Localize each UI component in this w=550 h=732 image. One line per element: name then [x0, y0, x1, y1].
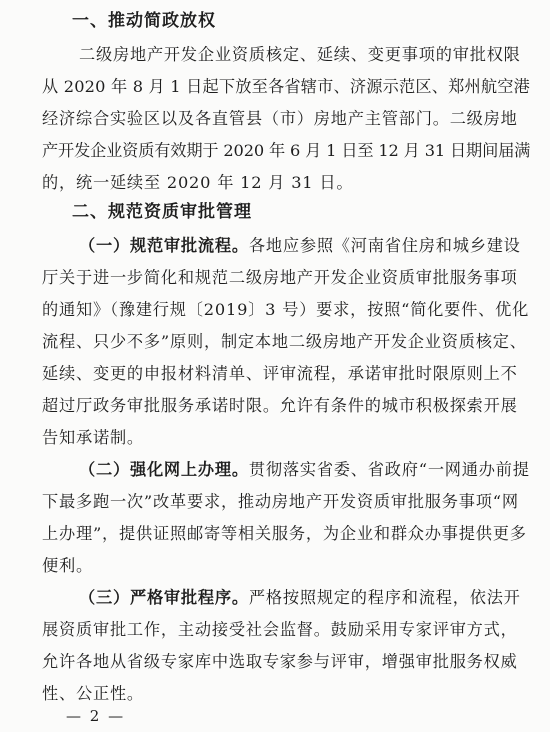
subsection-title: （三）严格审批程序。: [79, 588, 249, 607]
paragraph-line: [79, 456, 530, 480]
paragraph-line: 允许各地从省级专家库中选取专家参与评审，增强审批服务权威: [42, 652, 518, 671]
subsection-title: （一）规范审批流程。: [79, 236, 249, 255]
paragraph-line: 从 2020 年 8 月 1 日起下放至各省辖市、济源示范区、郑州航空港: [42, 77, 530, 96]
paragraph-line: 下最多跑一次”改革要求，推动房地产开发资质审批服务事项“网: [42, 492, 519, 511]
section-heading-2: 二、规范资质审批管理: [72, 202, 252, 222]
paragraph-line: 厅关于进一步简化和规范二级房地产开发企业资质审批服务事项: [42, 268, 518, 287]
paragraph-line: [79, 584, 521, 608]
paragraph-line: 性、公正性。: [42, 684, 144, 703]
paragraph-line: 的，统一延续至 2020 年 12 月 31 日。: [42, 173, 354, 192]
paragraph-line: 展资质审批工作，主动接受社会监督。鼓励采用专家评审方式，: [42, 620, 518, 639]
paragraph-line: 上办理”，提供证照邮寄等相关服务，为企业和群众办事提供更多: [42, 524, 527, 543]
section-heading-1: 一、推动简政放权: [72, 11, 216, 31]
paragraph-line: 告知承诺制。: [42, 428, 144, 447]
subsection-title: （二）强化网上办理。: [79, 460, 249, 479]
paragraph-line: 便利。: [42, 556, 93, 575]
paragraph-line: [79, 232, 521, 256]
paragraph-line: 超过厅政务审批服务承诺时限。允许有条件的城市积极探索开展: [42, 396, 518, 415]
paragraph-text: 各地应参照《河南省住房和城乡建设: [248, 236, 521, 255]
paragraph-text: 贯彻落实省委、省政府“一网通办前提: [248, 460, 530, 479]
paragraph-line: 流程、只少不多”原则，制定本地二级房地产开发企业资质核定、: [42, 332, 527, 351]
paragraph-line: 二级房地产开发企业资质核定、延续、变更事项的审批权限: [79, 45, 521, 64]
page-number: — 2 —: [66, 707, 126, 725]
paragraph-text: 严格按照规定的程序和流程，依法开: [248, 588, 521, 607]
paragraph-line: 产开发企业资质有效期于 2020 年 6 月 1 日至 12 月 31 日期间届满: [42, 141, 531, 160]
paragraph-line: 经济综合实验区以及各直管县（市）房地产主管部门。二级房地: [42, 109, 518, 128]
paragraph-line: 延续、变更的申报材料清单、评审流程，承诺审批时限原则上不: [42, 364, 518, 383]
paragraph-line: 的通知》（豫建行规〔2019〕3 号）要求，按照“简化要件、优化: [42, 300, 530, 319]
